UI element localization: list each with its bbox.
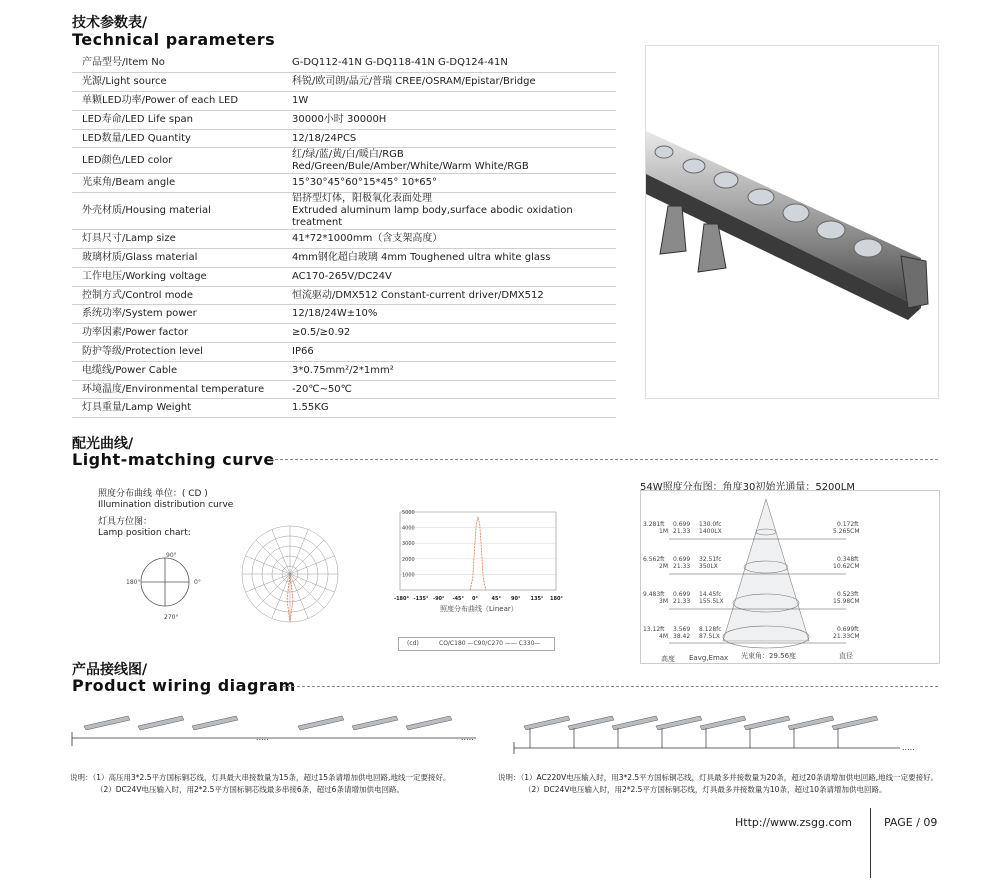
spec-value-line: 30000小时 30000H [292,113,387,125]
spec-value-line: 1W [292,94,309,106]
spec-value-line: IP66 [292,345,314,357]
cone-cell-dia-cm: 21.33CM [833,633,860,640]
spec-value [282,305,616,324]
spec-value-line: -20℃~50℃ [292,383,352,395]
cone-cell-dia-ft: 0.523ft [837,591,859,598]
cone-cell-d: 350LX [699,563,718,570]
spec-value-line: 科锐/欧司朗/晶元/普瑞 CREE/OSRAM/Epistar/Bridge [292,76,536,88]
spec-value-line-2: Extruded aluminum lamp body,surface abodic oxidation treatment [292,205,573,229]
spec-key: 功率因素/Power factor [72,324,282,343]
cone-cell-dia-cm: 5.265CM [833,528,860,535]
spec-key: 光源/Light source [72,73,282,92]
lamp-bar [192,716,238,730]
linear-caption: 照度分布曲线（Linear） [440,605,518,613]
spec-row [72,92,616,111]
lamp-bar [832,716,878,730]
x-tick-label: 180° [550,596,563,602]
spec-key: 环境温度/Environmental temperature [72,380,282,399]
svg-text:.....: ..... [461,733,474,742]
x-tick-label: -135° [413,596,429,602]
cone-cell-dia-ft: 0.172ft [837,521,859,528]
polar-label-1: 照度分布曲线 单位：( CD ) [98,489,208,499]
spec-value [282,361,616,380]
pos-180-label: 180° [126,579,141,586]
cone-cell-c: 8.128fc [699,626,722,633]
spec-value-line: 41*72*1000mm（含支架高度） [292,233,443,245]
cone-footer-diameter: 直径 [839,652,853,660]
lamp-bar [568,716,614,730]
spec-value [282,193,616,230]
pos-270-label: 270° [164,614,179,621]
cone-cell-h-ft: 6.562ft [643,556,665,563]
spec-key: 系统功率/System power [72,305,282,324]
spec-row [72,399,616,418]
spec-value [282,249,616,268]
wiring-title-cn: 产品接线图/ [72,662,148,678]
cone-footer-height: 高度 [661,655,675,663]
lamp-bar [744,716,790,730]
legend-items: CO/C180 —C90/C270 —— C330— [439,640,541,647]
cone-cell-c: 14.45fc [699,591,722,598]
lamp-bar [84,716,130,730]
y-tick-label: 5000 [402,510,415,516]
spec-row [72,230,616,249]
lamp-bar [524,716,570,730]
lamp-bar [700,716,746,730]
spec-value-line: AC170-265V/DC24V [292,270,392,282]
spec-row [72,343,616,362]
cone-cell-a: 0.699 [673,521,691,528]
divider [282,686,938,687]
wiring-note-right-1: 说明：（1）AC220V电压输入时，用3*2.5平方国标铜芯线，灯具最多并接数量为20条，超过20条请增加供电回路,地线一定要接好。 [498,773,939,782]
y-tick-label: 1000 [402,572,415,579]
x-tick-label: 135° [530,596,544,602]
spec-row [72,324,616,343]
spec-value-line: 恒流驱动/DMX512 Constant-current driver/DMX512 [292,289,544,301]
spec-key: 灯具尺寸/Lamp size [72,230,282,249]
polar-label-4: Lamp position chart: [98,528,191,538]
x-tick-label: -45° [452,596,465,602]
spec-row [72,148,616,174]
wiring-title-en: Product wiring diagram [72,676,296,695]
spec-key: LED寿命/LED Life span [72,110,282,129]
spec-key: 单颗LED功率/Power of each LED [72,92,282,111]
spec-key: 玻璃材质/Glass material [72,249,282,268]
cone-cell-h-m: 3M [659,598,668,605]
cone-cell-c: 130.0fc [699,521,722,528]
spec-row [72,380,616,399]
chart-legend [398,637,555,651]
spec-value [282,267,616,286]
cone-cell-dia-ft: 0.348ft [837,556,859,563]
cone-cell-a: 3.569 [673,626,691,633]
pos-90-label: 90° [166,552,177,559]
pos-0-label: 0° [194,579,201,586]
spec-value [282,174,616,193]
spec-value [282,148,616,174]
cone-cell-d: 155.5LX [699,598,724,605]
wiring-note-left-2: （2）DC24V电压输入时，用2*2.5平方国标铜芯线最多串接6条，超过6条请增加供电回路。 [96,785,404,794]
spec-row [72,193,616,230]
spec-value-line: 1.55KG [292,402,329,414]
spec-row [72,361,616,380]
spec-value-line: ≥0.5/≥0.92 [292,327,351,339]
spec-value-line: 4mm钢化超白玻璃 4mm Toughened ultra white glass [292,251,551,263]
spec-key: 光束角/Beam angle [72,174,282,193]
svg-text:.....: ..... [902,743,915,752]
lamp-bar [612,716,658,730]
lamp-bar [298,716,344,730]
lamp-bar [788,716,834,730]
spec-value [282,73,616,92]
cone-cell-dia-ft: 0.699ft [837,626,859,633]
cone-cell-h-ft: 13.12ft [643,626,665,633]
polar-distribution-chart [234,522,346,632]
cone-cell-h-ft: 9.483ft [643,591,665,598]
footer-url[interactable]: Http://www.zsgg.com [735,816,852,829]
wiring-note-left-1: 说明：（1）高压用3*2.5平方国标铜芯线，灯具最大串接数量为15条，超过15条请增加供电回路,地线一定要接好。 [70,773,451,782]
spec-table [72,54,616,418]
spec-key: 工作电压/Working voltage [72,267,282,286]
product-photo [645,45,939,399]
cone-cell-h-ft: 3.281ft [643,521,665,528]
spec-key: 产品型号/Item No [72,54,282,73]
cone-cell-a: 0.699 [673,556,691,563]
cone-cell-h-m: 2M [659,563,668,570]
polar-label-3: 灯具方位图： [98,517,153,527]
lamp-bar [406,716,452,730]
cone-cell-b: 38.42 [673,633,691,640]
spec-row [72,305,616,324]
spec-value [282,92,616,111]
cone-cell-b: 21.33 [673,528,691,535]
spec-row [72,110,616,129]
spec-value-line: 铝挤型灯体，阳极氧化表面处理 [292,193,432,205]
spec-value [282,110,616,129]
wiring-diagram-series [66,712,482,762]
cone-footer-beam: 光束角：29.56度 [741,652,797,660]
spec-key: LED颜色/LED color [72,148,282,174]
y-tick-label: 2000 [402,556,415,563]
spec-value [282,343,616,362]
spec-row [72,267,616,286]
cone-footer-eavg: Eavg,Emax [689,654,729,662]
legend-cd: (cd) [407,640,419,647]
wiring-note-right-2: （2）DC24V电压输入时，用2*2.5平方国标铜芯线，灯具最多并接数量为10条，超过10条请增加供电回路。 [524,785,887,794]
spec-row [72,174,616,193]
wiring-diagram-parallel [510,712,920,762]
spec-value-line-2: Red/Green/Bule/Amber/White/Warm White/RGB [292,160,529,172]
lamp-bar [656,716,702,730]
spec-row [72,129,616,148]
spec-row [72,73,616,92]
cone-cell-b: 21.33 [673,563,691,570]
spec-value-line: 红/绿/蓝/黄/白/暖白/RGB [292,148,404,160]
spec-value [282,286,616,305]
polar-label-2: Illumination distribution curve [98,500,234,510]
footer-divider [870,808,871,878]
light-title-en: Light-matching curve [72,450,275,469]
cone-cell-h-m: 4M [659,633,668,640]
spec-row [72,249,616,268]
cone-cell-dia-cm: 10.62CM [833,563,860,570]
spec-key: 控制方式/Control mode [72,286,282,305]
y-tick-label: 4000 [402,525,415,532]
svg-text:.....: ..... [256,733,269,742]
spec-key: 外壳材质/Housing material [72,193,282,230]
spec-value [282,324,616,343]
x-tick-label: 45° [491,596,501,602]
spec-row [72,286,616,305]
x-tick-label: 0° [472,596,478,602]
cone-cell-d: 1400LX [699,528,722,535]
light-title-cn: 配光曲线/ [72,436,134,452]
spec-row [72,54,616,73]
spec-value [282,230,616,249]
spec-value [282,129,616,148]
spec-value [282,54,616,73]
spec-value-line: 3*0.75mm²/2*1mm² [292,364,394,376]
spec-value-line: G-DQ112-41N G-DQ118-41N G-DQ124-41N [292,57,508,69]
spec-key: 防护等级/Protection level [72,343,282,362]
cone-cell-a: 0.699 [673,591,691,598]
page-number: PAGE / 09 [884,816,938,829]
spec-key: LED数量/LED Quantity [72,129,282,148]
cone-cell-b: 21.33 [673,598,691,605]
spec-value [282,380,616,399]
spec-value-line: 12/18/24PCS [292,132,357,144]
spec-key: 灯具重量/Lamp Weight [72,399,282,418]
y-tick-label: 3000 [402,541,415,548]
spec-key: 电缆线/Power Cable [72,361,282,380]
spec-value [282,399,616,418]
cone-chart [640,490,940,664]
lamp-bar [352,716,398,730]
tech-title-en: Technical parameters [72,30,276,49]
spec-value-line: 15°30°45°60°15*45° 10*65° [292,177,437,189]
cone-cell-d: 87.5LX [699,633,720,640]
x-tick-label: -180° [394,596,410,602]
tech-title-cn: 技术参数表/ [72,15,148,31]
cone-cell-dia-cm: 15.98CM [833,598,860,605]
cone-cell-c: 32.51fc [699,556,722,563]
linear-distribution-chart [392,508,570,618]
spec-value-line: 12/18/24W±10% [292,308,378,320]
x-tick-label: -90° [433,596,445,602]
lamp-bar [138,716,184,730]
divider [270,459,938,460]
cone-title: 54W照度分布图：角度30初始光通量：5200LM [640,482,855,493]
cone-cell-h-m: 1M [659,528,668,535]
x-tick-label: 90° [511,596,521,602]
